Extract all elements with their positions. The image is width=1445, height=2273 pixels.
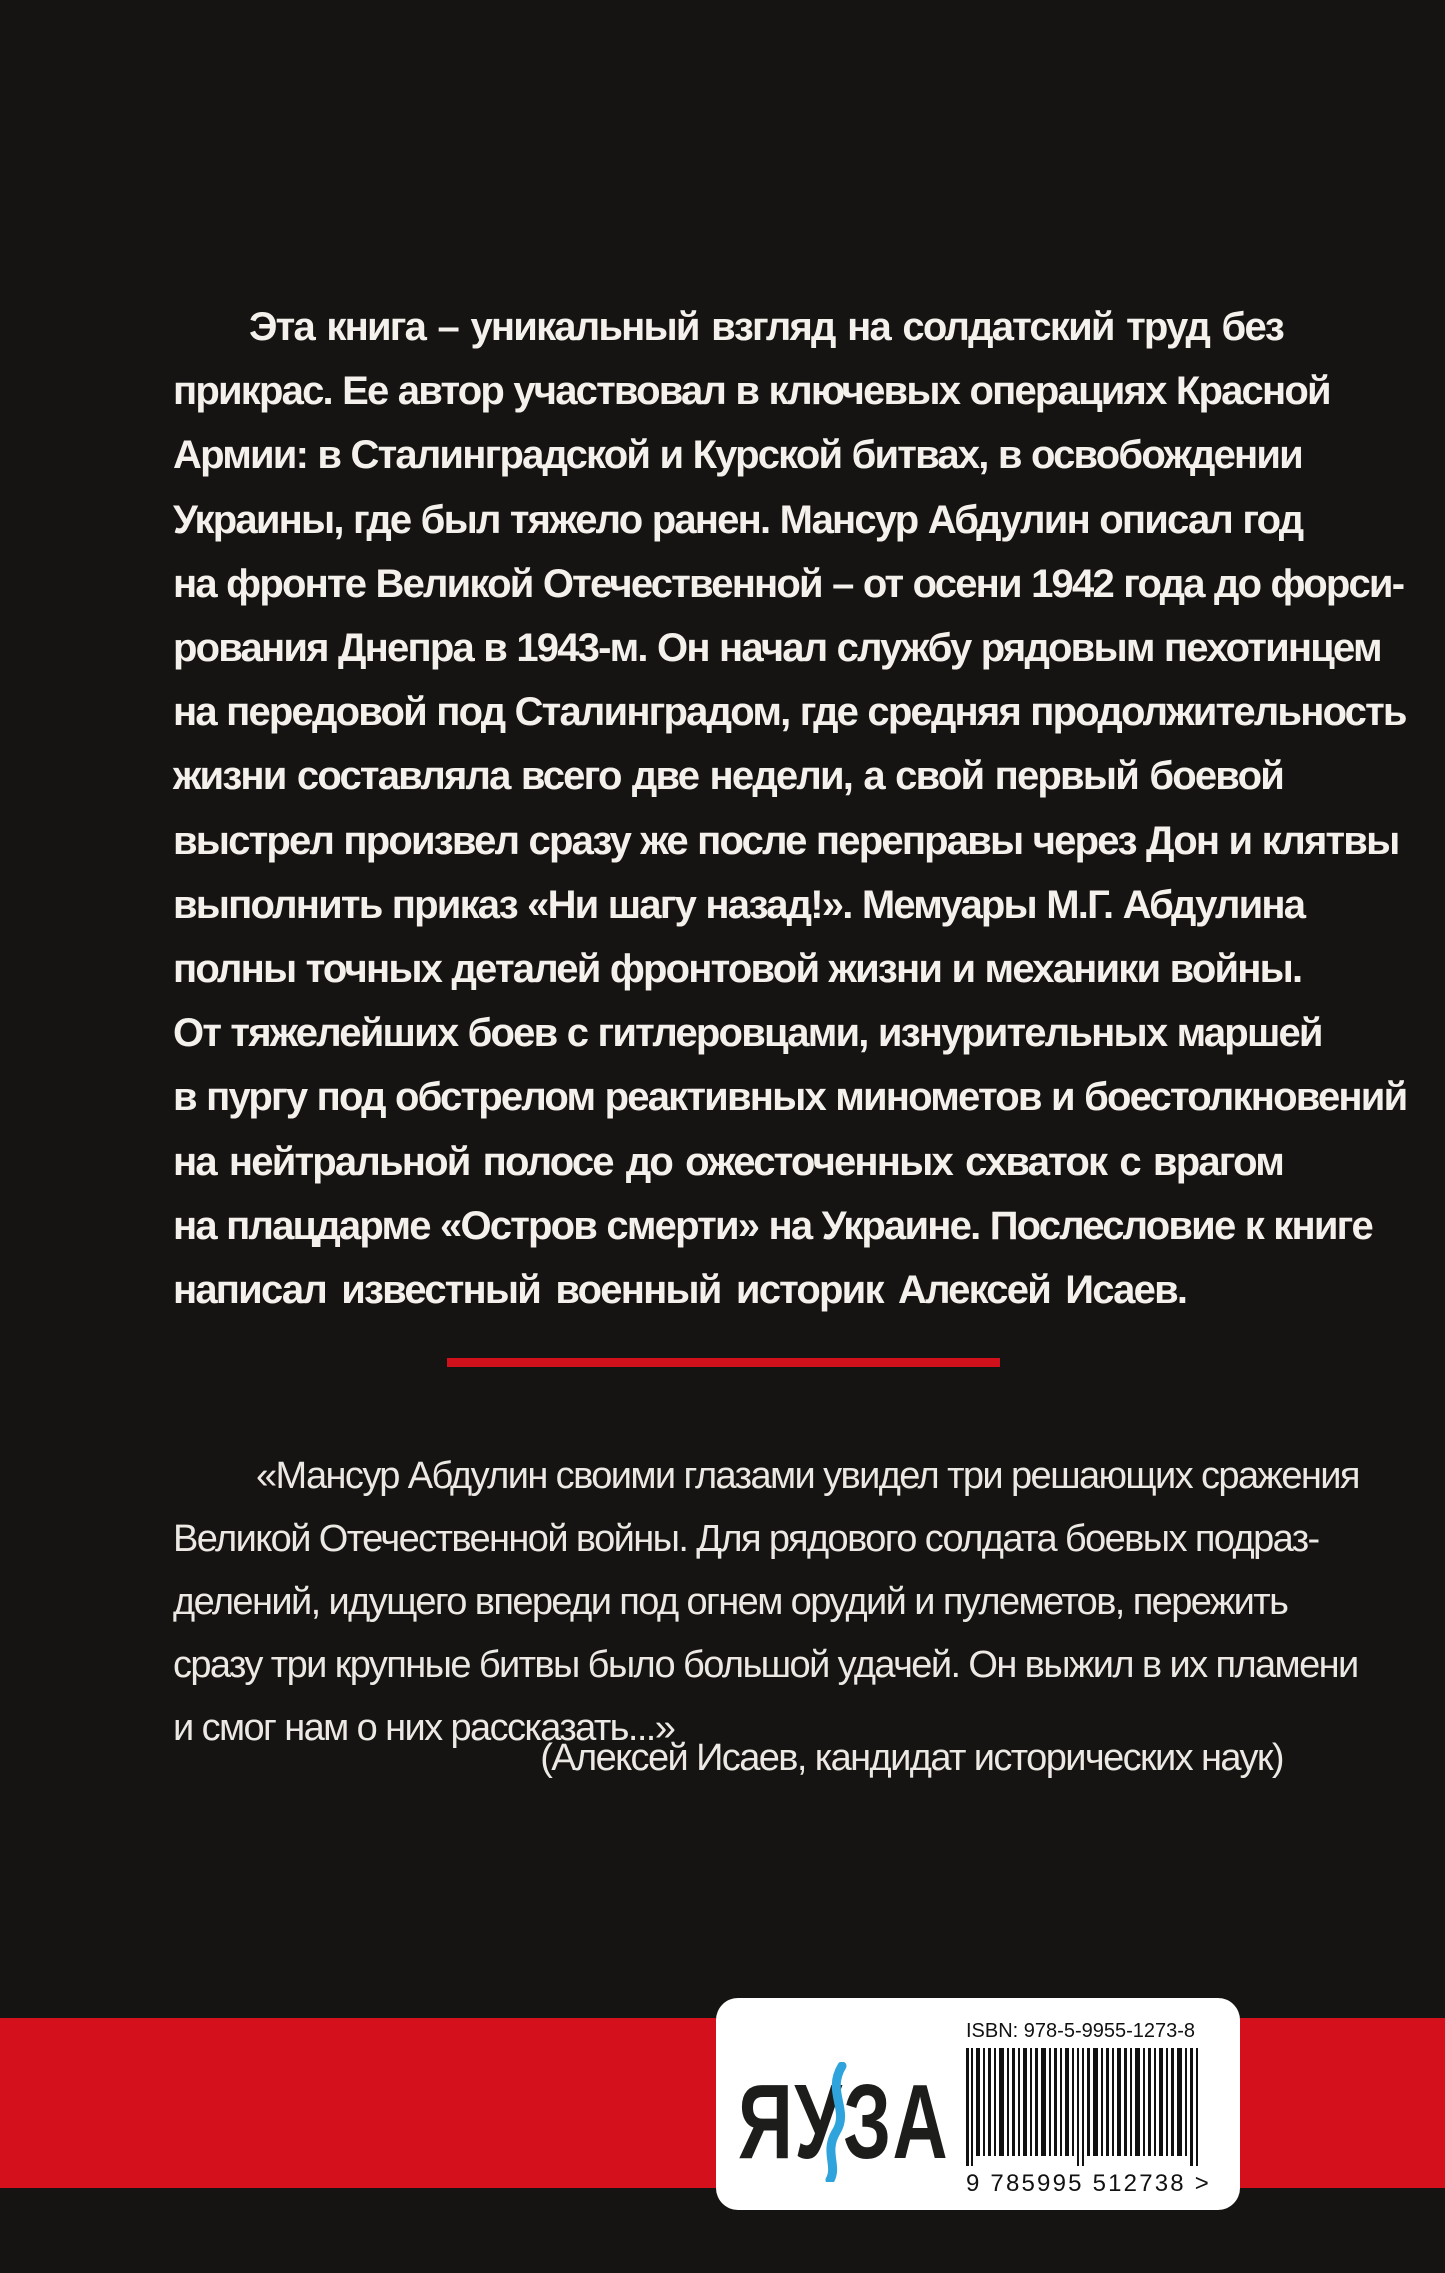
quote-line: Великой Отечественной войны. Для рядового солдата боевых подраз-: [173, 1518, 1319, 1560]
review-quote: [173, 1445, 1359, 1760]
description-line: на нейтральной полосе до ожесточенных схваток с врагом: [173, 1139, 1283, 1184]
book-description: [173, 295, 1407, 1322]
barcode-digits: 9 785995 512738 >: [966, 2170, 1211, 2197]
description-line: жизни составляла всего две недели, а свой первый боевой: [173, 754, 1283, 799]
red-divider: [447, 1358, 1000, 1367]
description-line: в пургу под обстрелом реактивных минометов и боестолкновений: [173, 1075, 1407, 1120]
description-line: Эта книга – уникальный взгляд на солдатский труд без: [249, 305, 1283, 349]
swoosh-icon: [738, 2062, 958, 2182]
publisher-logo-text: ЯУЗА: [738, 2063, 950, 2181]
description-line: прикрас. Ее автор участвовал в ключевых операциях Красной: [173, 369, 1330, 414]
description-line: написал известный военный историк Алексей Исаев.: [173, 1268, 1187, 1313]
description-line: на плацдарме «Остров смерти» на Украине. Послесловие к книге: [173, 1203, 1372, 1248]
barcode-icon: [966, 2048, 1206, 2166]
publisher-logo: [738, 2062, 958, 2182]
isbn-label: ISBN: 978-5-9955-1273-8: [966, 2020, 1196, 2042]
quote-line: «Мансур Абдулин своими глазами увидел три решающих сражения: [256, 1455, 1359, 1497]
quote-line: сразу три крупные битвы было большой удачей. Он выжил в их пламени: [173, 1644, 1358, 1686]
quote-line: и смог нам о них рассказать...»: [173, 1707, 675, 1749]
publisher-badge: [716, 1998, 1240, 2210]
quote-attribution: (Алексей Исаев, кандидат исторических наук): [540, 1737, 1283, 1779]
description-line: От тяжелейших боев с гитлеровцами, изнурительных маршей: [173, 1011, 1322, 1056]
description-line: Украины, где был тяжело ранен. Мансур Абдулин описал год: [173, 497, 1303, 542]
description-line: выполнить приказ «Ни шагу назад!». Мемуары М.Г. Абдулина: [173, 882, 1305, 927]
description-line: рования Днепра в 1943-м. Он начал службу рядовым пехотинцем: [173, 626, 1381, 671]
description-line: на передовой под Сталинградом, где средняя продолжительность: [173, 690, 1406, 735]
description-line: Армии: в Сталинградской и Курской битвах, в освобождении: [173, 433, 1302, 478]
description-line: полны точных деталей фронтовой жизни и механики войны.: [173, 947, 1302, 992]
quote-line: делений, идущего впереди под огнем орудий и пулеметов, пережить: [173, 1581, 1288, 1623]
description-line: выстрел произвел сразу же после переправы через Дон и клятвы: [173, 818, 1399, 863]
description-line: на фронте Великой Отечественной – от осени 1942 года до форси-: [173, 561, 1404, 606]
